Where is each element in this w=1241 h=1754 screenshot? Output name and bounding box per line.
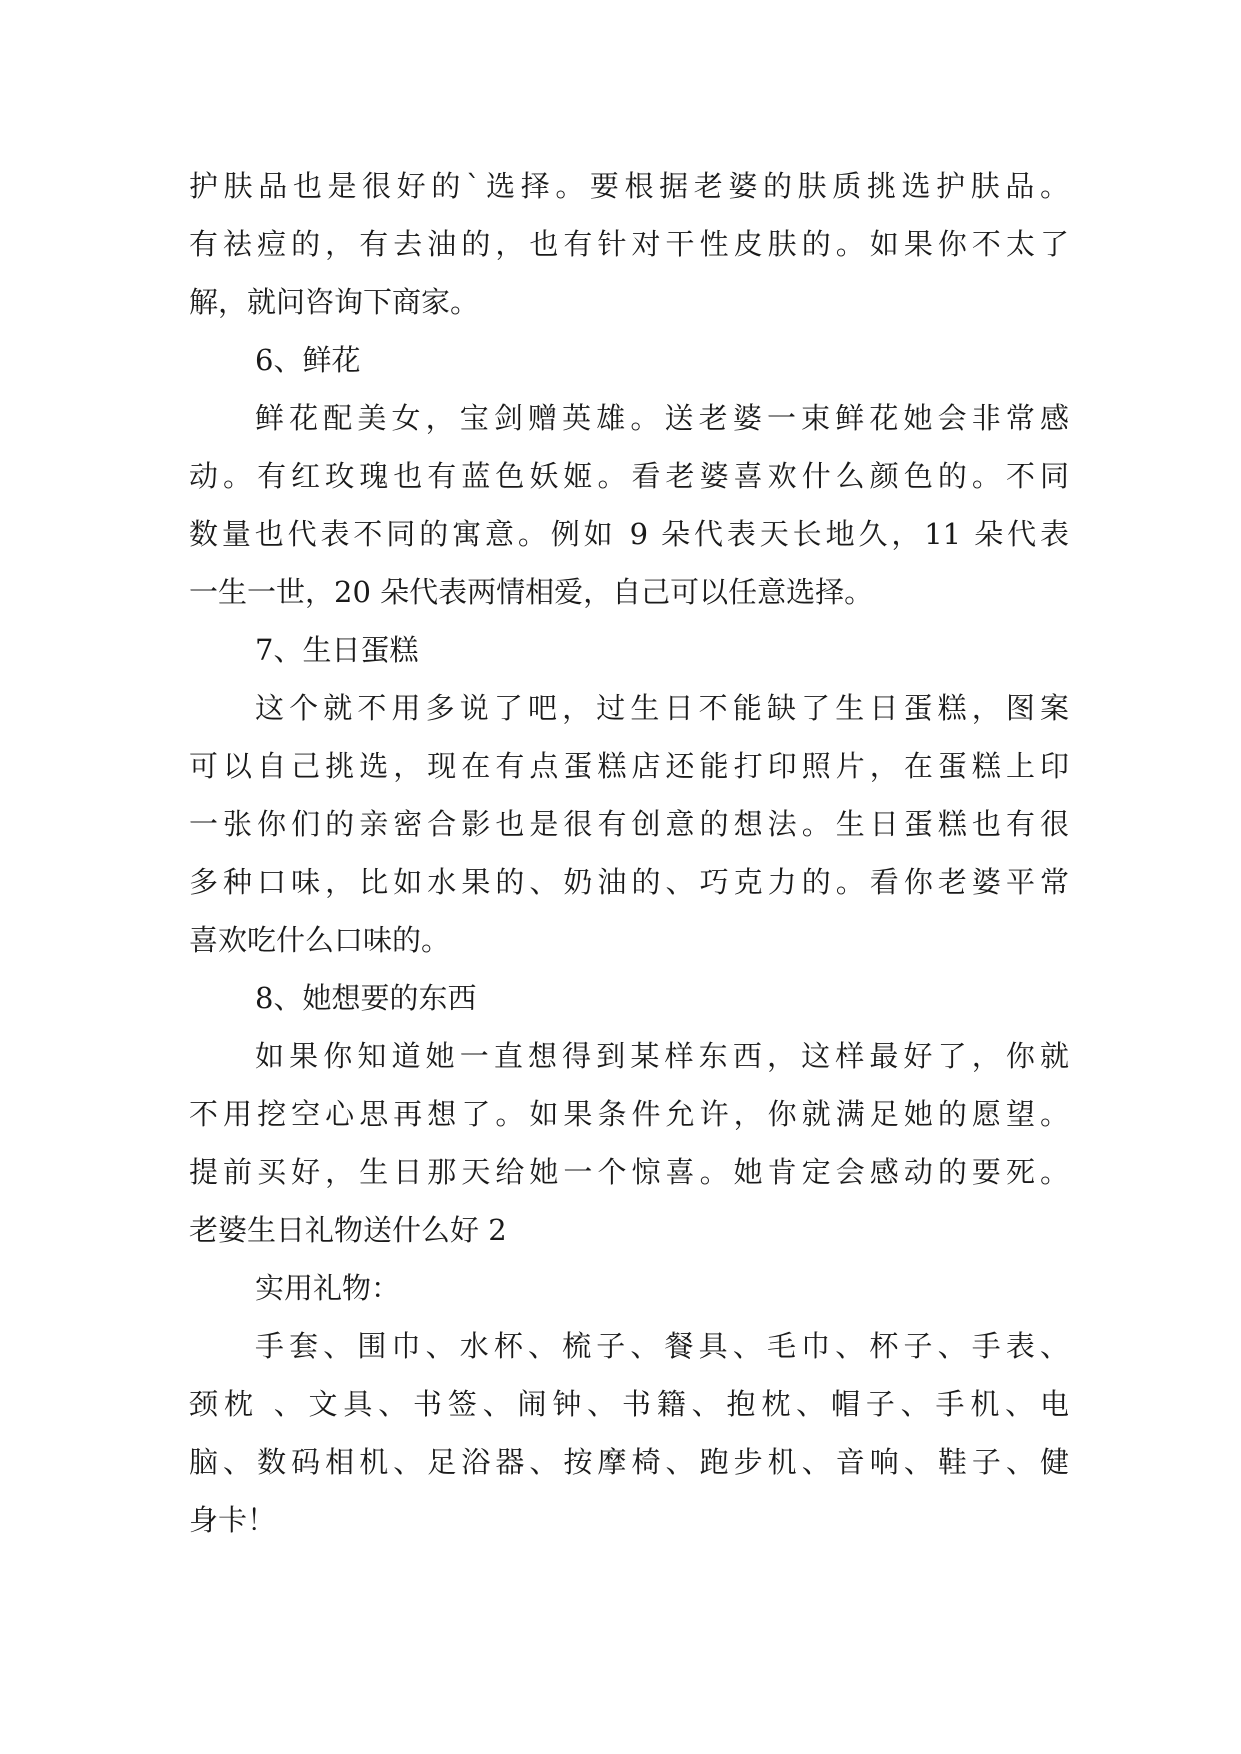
text-line: 一张你们的亲密合影也是很有创意的想法。生日蛋糕也有很	[189, 807, 1069, 841]
section-title	[189, 1201, 1069, 1259]
wish-paragraph	[189, 1027, 1069, 1201]
text-line: 护肤品也是很好的`选择。要根据老婆的肤质挑选护肤品。	[189, 169, 1069, 203]
text-line: 7、生日蛋糕	[255, 633, 419, 667]
text-line: 多种口味，比如水果的、奶油的、巧克力的。看你老婆平常	[189, 865, 1069, 899]
heading-flowers	[189, 331, 1069, 389]
text-line: 数量也代表不同的寓意。例如 9 朵代表天长地久，11 朵代表	[189, 517, 1069, 551]
cake-paragraph	[189, 679, 1069, 969]
text-line: 解，就问咨询下商家。	[189, 285, 480, 319]
text-line: 这个就不用多说了吧，过生日不能缺了生日蛋糕，图案	[255, 691, 1069, 725]
text-line: 6、鲜花	[255, 343, 361, 377]
flowers-paragraph	[189, 389, 1069, 621]
text-line: 如果你知道她一直想得到某样东西，这样最好了，你就	[255, 1039, 1069, 1073]
heading-her-wish	[189, 969, 1069, 1027]
text-line: 一生一世，20 朵代表两情相爱，自己可以任意选择。	[189, 575, 874, 609]
practical-gifts-list	[189, 1317, 1069, 1549]
text-line: 动。有红玫瑰也有蓝色妖姬。看老婆喜欢什么颜色的。不同	[189, 459, 1069, 493]
text-line: 手套、围巾、水杯、梳子、餐具、毛巾、杯子、手表、	[255, 1329, 1069, 1363]
text-line: 喜欢吃什么口味的。	[189, 923, 451, 957]
text-line: 身卡！	[189, 1503, 277, 1537]
text-line: 颈枕 、文具、书签、闹钟、书籍、抱枕、帽子、手机、电	[189, 1387, 1069, 1421]
text-line: 8、她想要的东西	[255, 981, 477, 1015]
text-line: 不用挖空心思再想了。如果条件允许，你就满足她的愿望。	[189, 1097, 1069, 1131]
heading-birthday-cake	[189, 621, 1069, 679]
text-line: 可以自己挑选，现在有点蛋糕店还能打印照片，在蛋糕上印	[189, 749, 1069, 783]
document-body	[189, 157, 1069, 1549]
practical-gifts-heading	[189, 1259, 1069, 1317]
text-line: 有祛痘的，有去油的，也有针对干性皮肤的。如果你不太了	[189, 227, 1069, 261]
skincare-paragraph	[189, 157, 1069, 331]
text-line: 实用礼物：	[255, 1271, 401, 1305]
text-line: 鲜花配美女，宝剑赠英雄。送老婆一束鲜花她会非常感	[255, 401, 1069, 435]
text-line: 老婆生日礼物送什么好 2	[189, 1213, 507, 1247]
text-line: 提前买好，生日那天给她一个惊喜。她肯定会感动的要死。	[189, 1155, 1069, 1189]
text-line: 脑、数码相机、足浴器、按摩椅、跑步机、音响、鞋子、健	[189, 1445, 1069, 1479]
